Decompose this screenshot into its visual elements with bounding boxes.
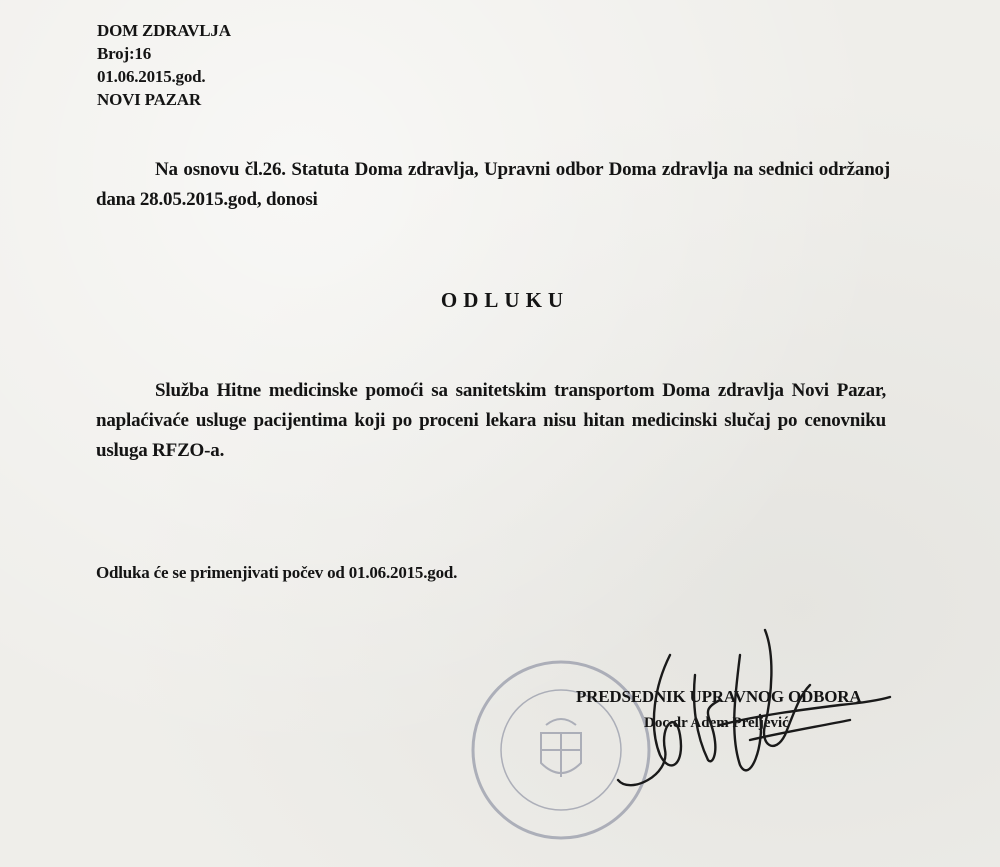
signatory-role: PREDSEDNIK UPRAVNOG ODBORA	[576, 687, 862, 706]
handwritten-signature	[600, 615, 900, 805]
document-date: 01.06.2015.god.	[97, 67, 206, 86]
intro-paragraph: Na osnovu čl.26. Statuta Doma zdravlja, Upravni odbor Doma zdravlja na sednici održanoj dana 28.05.2015.god, donosi	[96, 159, 890, 210]
decision-paragraph: Služba Hitne medicinske pomoći sa sanitetskim transportom Doma zdravlja Novi Pazar, naplaćivaće usluge pacijentima koji po proceni lekara nisu hitan medicinski slučaj po cenovniku usluga RFZO-a.	[96, 380, 886, 461]
signatory-name: Doc.dr Adem Preljević	[644, 715, 789, 731]
coat-of-arms-icon	[541, 719, 581, 777]
document-title: ODLUKU	[440, 288, 570, 312]
institution-name: DOM ZDRAVLJA	[97, 21, 231, 40]
document-city: NOVI PAZAR	[97, 90, 201, 109]
effective-date-line: Odluka će se primenjivati počev od 01.06.2015.god.	[96, 563, 458, 582]
document-number: Broj:16	[97, 44, 151, 63]
document-header	[97, 19, 231, 111]
